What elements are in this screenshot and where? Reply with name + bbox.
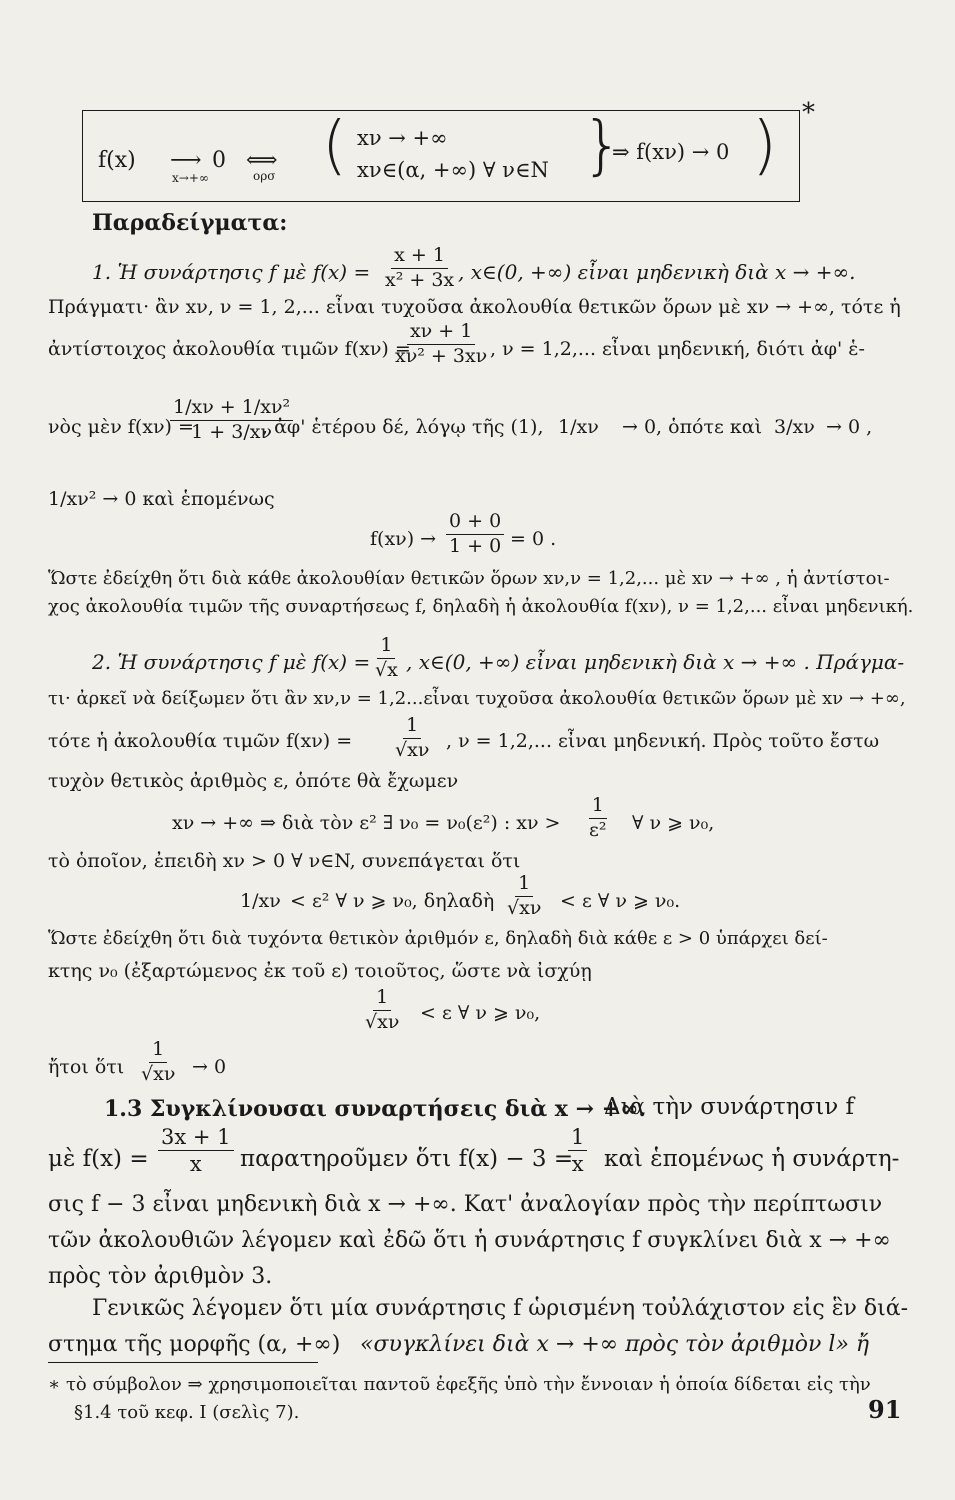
ex2-num: 1 — [377, 636, 395, 659]
box-f-lhs: f(x) — [98, 148, 136, 173]
box-right-brace: } — [582, 109, 623, 183]
box-left-paren: ( — [322, 109, 347, 183]
sec-p1-lead: μὲ f(x) = — [48, 1146, 149, 1172]
ex2-line10-den: √xν — [365, 1010, 400, 1033]
ex1-line3-lead: ἀντίστοιχος ἀκολουθία τιμῶν f(xν) = — [48, 338, 411, 360]
ex2-line7-den: √xν — [507, 896, 542, 919]
ex2-line10-num: 1 — [373, 988, 391, 1011]
sec-p1-tail: καὶ ἑπομένως ἡ συνάρτη- — [604, 1146, 900, 1172]
ex2-line5-tail: ∀ ν ⩾ ν₀, — [632, 812, 715, 834]
ex1-line2: Πράγματι· ἂν xν, ν = 1, 2,... εἶναι τυχοῦσα ἀκολουθία θετικῶν ὅρων μὲ xν → +∞, τότε ἡ — [48, 296, 901, 318]
ex2-line11-lead: ἤτοι ὅτι — [48, 1056, 125, 1078]
box-cond1: xν → +∞ — [357, 126, 448, 150]
ex1-line4-lead: νὸς μὲν f(xν) = — [48, 416, 194, 438]
sec-p6-lead: στημα τῆς μορφῆς (α, +∞) — [48, 1332, 341, 1357]
ex2-line5-den: ε² — [589, 818, 607, 841]
ex1-fraction — [382, 246, 457, 291]
box-implies: ⇒ f(xν) → 0 — [612, 140, 730, 164]
box-right-paren: ) — [752, 109, 777, 183]
ex2-line11-num: 1 — [149, 1040, 167, 1063]
ex2-den: √x — [375, 658, 398, 681]
sec-p5: Γενικῶς λέγομεν ὅτι μία συνάρτησις f ὡρισμένη τοὐλάχιστον εἰς ἓν διά- — [92, 1296, 909, 1321]
sec-p1-num: 3x + 1 — [158, 1126, 234, 1151]
box-iff: ⟺ — [246, 148, 278, 173]
ex1-frac-den: x² + 3x — [385, 268, 455, 291]
ex1-line7: Ὥστε ἐδείχθη ὅτι διὰ κάθε ἀκολουθίαν θετικῶν ὅρων xν,ν = 1,2,... μὲ xν → +∞ , ἡ ἀντίστοι- — [48, 568, 890, 589]
ex2-line4: τυχὸν θετικὸς ἀριθμὸς ε, ὁπότε θὰ ἔχωμεν — [48, 770, 459, 792]
ex2-line5-num: 1 — [589, 796, 607, 819]
ex1-line4-tail2: → 0 , — [826, 416, 873, 438]
section-title-tail: Διὰ τὴν συνάρτησιν f — [604, 1094, 855, 1120]
ex2-line7-f1: 1/xν — [240, 890, 281, 912]
sec-p2: σις f − 3 εἶναι μηδενικὴ διὰ x → +∞. Κατ' ἀναλογίαν πρὸς τὴν περίπτωσιν — [48, 1192, 883, 1217]
ex1-line6-den: 1 + 0 — [449, 534, 502, 557]
asterisk: * — [802, 98, 815, 128]
box-cond2: xν∈(α, +∞) ∀ ν∈N — [357, 158, 549, 182]
ex2-line11-tail: → 0 — [192, 1056, 227, 1078]
ex2-line7-num: 1 — [515, 874, 533, 897]
ex2-line3-num: 1 — [403, 716, 421, 739]
ex1-line6-tail: = 0 . — [510, 528, 557, 550]
ex2-line3-tail: , ν = 1,2,... εἶναι μηδενική. Πρὸς τοῦτο ἔστω — [446, 730, 880, 752]
ex2-line3-den: √xν — [395, 738, 430, 761]
ex2-line7-mid: < ε² ∀ ν ⩾ ν₀, δηλαδὴ — [290, 890, 495, 912]
ex1-tail: , x∈(0, +∞) εἶναι μηδενικὴ διὰ x → +∞. — [458, 260, 856, 284]
ex2-line10-tail: < ε ∀ ν ⩾ ν₀, — [420, 1002, 541, 1024]
ex1-lead: 1. Ἡ συνάρτησις f μὲ f(x) = — [92, 260, 371, 284]
ex1-line6-lead: f(xν) → — [370, 528, 437, 550]
ex1-line4-tail1: → 0, ὁπότε καὶ — [622, 416, 763, 438]
sec-p1-den: x — [189, 1152, 202, 1177]
ex1-line6-fraction — [446, 512, 504, 557]
ex2-line3-fraction — [392, 716, 432, 761]
ex2-line11-den: √xν — [141, 1062, 176, 1085]
ex1-frac-num: x + 1 — [391, 246, 448, 269]
ex2-fraction — [372, 636, 401, 681]
ex1-line3-num: xν + 1 — [407, 322, 475, 345]
ex2-line6: τὸ ὁποῖον, ἐπειδὴ xν > 0 ∀ ν∈N, συνεπάγεται ὅτι — [48, 850, 521, 872]
sec-p3: τῶν ἀκολουθιῶν λέγομεν καὶ ἐδῶ ὅτι ἡ συνάρτησις f συγκλίνει διὰ x → +∞ — [48, 1228, 891, 1253]
footnote-line1: ∗ τὸ σύμβολον ⇒ χρησιμοποιεῖται παντοῦ ἑφεξῆς ὑπὸ τὴν ἔννοιαν ἡ ὁποία δίδεται εἰς τὴν — [48, 1374, 871, 1395]
ex1-line3-tail: , ν = 1,2,... εἶναι μηδενική, διότι ἀφ' ἑ- — [490, 338, 865, 360]
sec-p1-mid: παρατηροῦμεν ὅτι f(x) − 3 = — [240, 1146, 574, 1172]
ex2-line7-tail: < ε ∀ ν ⩾ ν₀. — [560, 890, 681, 912]
box-zero: 0 — [212, 148, 226, 173]
section-title: 1.3 Συγκλίνουσαι συναρτήσεις διὰ x → +∞. — [104, 1096, 647, 1122]
ex1-line8: χος ἀκολουθία τιμῶν τῆς συναρτήσεως f, δηλαδὴ ἡ ἀκολουθία f(xν), ν = 1,2,... εἶναι μηδενική. — [48, 596, 914, 617]
page-number: 91 — [868, 1395, 902, 1424]
ex2-line9: κτης ν₀ (ἐξαρτώμενος ἐκ τοῦ ε) τοιοῦτος, ὥστε νὰ ἰσχύῃ — [48, 960, 592, 982]
ex1-line4-num: 1/xν + 1/xν² — [170, 398, 293, 421]
ex1-line4-den: 1 + 3/xν — [191, 420, 272, 443]
ex2-line7-fraction — [504, 874, 544, 919]
ex2-line11-fraction — [138, 1040, 178, 1085]
ex2-line3-lead: τότε ἡ ἀκολουθία τιμῶν f(xν) = — [48, 730, 353, 752]
sec-p4: πρὸς τὸν ἀριθμὸν 3. — [48, 1264, 273, 1289]
sec-p1-f-den: x — [571, 1152, 584, 1177]
footnote-line2: §1.4 τοῦ κεφ. I (σελὶς 7). — [74, 1402, 300, 1423]
footnote-rule — [48, 1362, 318, 1363]
box-arrow: ⟶ — [170, 148, 202, 173]
ex1-line6-num: 0 + 0 — [446, 512, 504, 535]
box-iff-sub: ορσ — [253, 169, 276, 183]
sec-p1-f-fraction — [568, 1126, 587, 1175]
ex2-line2: τι· ἀρκεῖ νὰ δείξωμεν ὅτι ἂν xν,ν = 1,2...εἶναι τυχοῦσα ἀκολουθία θετικῶν ὅρων μὲ xν → +∞, — [48, 688, 906, 709]
sec-p6-tail: «συγκλίνει διὰ x → +∞ πρὸς τὸν ἀριθμὸν l» ἤ — [360, 1332, 870, 1357]
ex2-line10-fraction — [362, 988, 402, 1033]
examples-heading: Παραδείγματα: — [92, 210, 288, 236]
ex2-tail: , x∈(0, +∞) εἶναι μηδενικὴ διὰ x → +∞ . Πράγμα- — [406, 650, 905, 674]
ex2-line5-lead: xν → +∞ ⇒ διὰ τὸν ε² ∃ ν₀ = ν₀(ε²) : xν > — [172, 812, 561, 834]
box-arrow-sub: x→+∞ — [172, 171, 209, 185]
ex1-line4-mid: , ἀφ' ἑτέρου δέ, λόγῳ τῆς (1), — [262, 416, 544, 438]
ex1-line5: 1/xν² → 0 καὶ ἑπομένως — [48, 488, 275, 510]
ex1-line4-f1: 1/xν — [558, 416, 599, 438]
sec-p1-f-num: 1 — [568, 1126, 587, 1151]
ex1-line3-fraction — [392, 322, 490, 367]
ex2-line8: Ὥστε ἐδείχθη ὅτι διὰ τυχόντα θετικὸν ἀριθμόν ε, δηλαδὴ διὰ κάθε ε > 0 ὑπάρχει δεί- — [48, 928, 828, 949]
ex1-line4-f2: 3/xν — [774, 416, 815, 438]
ex2-line5-fraction — [586, 796, 609, 841]
ex2-lead: 2. Ἡ συνάρτησις f μὲ f(x) = — [92, 650, 371, 674]
sec-p1-fraction — [158, 1126, 234, 1175]
ex1-line3-den: xν² + 3xν — [395, 344, 488, 367]
